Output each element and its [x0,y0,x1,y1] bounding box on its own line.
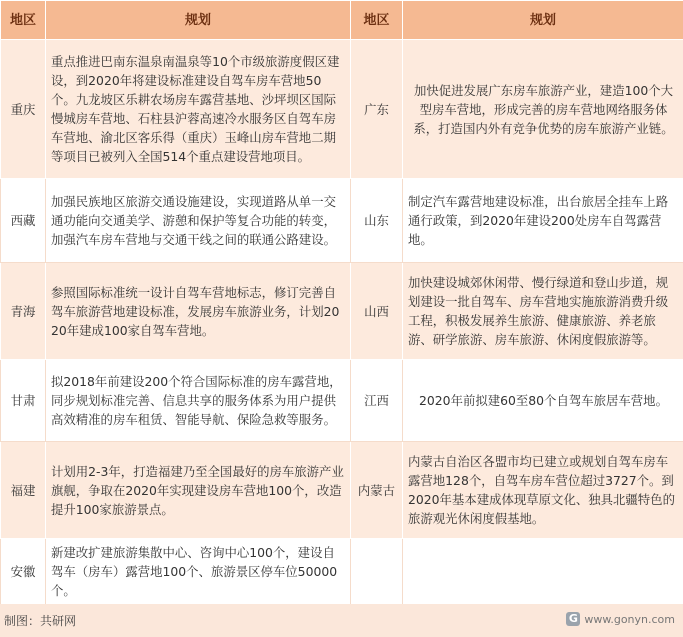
region-cell: 福建 [1,442,46,539]
footer-bar [0,604,683,637]
site-url: www.gonyn.com [584,612,675,626]
plan-cell: 制定汽车露营地建设标准，出台旅居全挂车上路通行政策，到2020年建设200处房车自驾露营地。 [403,179,683,263]
source-credit: 制图：共研网 [4,614,77,628]
header-plan-left: 规划 [46,1,351,40]
region-cell: 内蒙古 [351,442,403,539]
region-cell: 青海 [1,263,46,360]
region-cell: 山西 [351,263,403,360]
plan-cell: 重点推进巴南东温泉南温泉等10个市级旅游度假区建设，到2020年将建设标准建设自驾车房车营地50个。九龙坡区乐耕农场房车露营基地、沙坪坝区国际慢城房车营地、石柱县沪蓉高速冷水服务区自驾车房车营地、渝北区客乐得（重庆）玉峰山房车营地二期等项目已被列入全国514个重点建设营地项目。 [46,40,351,179]
region-cell [351,539,403,605]
table-row [1,179,683,263]
plan-cell: 新建改扩建旅游集散中心、咨询中心100个，建设自驾车（房车）露营地100个、旅游景区停车位50000个。 [46,539,351,605]
plan-cell: 加快促进发展广东房车旅游产业，建造100个大型房车营地，形成完善的房车营地网络服务体系，打造国内外有竞争优势的房车旅游产业链。 [403,40,683,179]
table-header-row [1,1,683,40]
region-cell: 江西 [351,360,403,442]
header-plan-right: 规划 [403,1,683,40]
plan-cell: 加快建设城郊休闲带、慢行绿道和登山步道，规划建设一批自驾车、房车营地实施旅游消费升级工程，积极发展养生旅游、健康旅游、养老旅游、研学旅游、房车旅游、休闲度假旅游等。 [403,263,683,360]
table-row [1,360,683,442]
plan-cell: 参照国际标准统一设计自驾车营地标志，修订完善自驾车旅游营地建设标准，发展房车旅游业务，计划2020年建成100家自驾车营地。 [46,263,351,360]
table-row [1,40,683,179]
table-row [1,442,683,539]
plan-cell: 计划用2-3年，打造福建乃至全国最好的房车旅游产业旗舰，争取在2020年实现建设房车营地100个，改造提升100家旅游景点。 [46,442,351,539]
gonyn-logo-icon: G [566,612,580,626]
region-cell: 山东 [351,179,403,263]
table-row [1,263,683,360]
plan-cell: 拟2018年前建设200个符合国际标准的房车露营地，同步规划标准完善、信息共享的服务体系为用户提供高效精准的房车租赁、智能导航、保险急救等服务。 [46,360,351,442]
region-cell: 广东 [351,40,403,179]
plan-cell: 2020年前拟建60至80个自驾车旅居车营地。 [403,360,683,442]
region-cell: 重庆 [1,40,46,179]
header-region-left: 地区 [1,1,46,40]
brand-watermark [566,612,675,626]
plan-cell: 加强民族地区旅游交通设施建设，实现道路从单一交通功能向交通美学、游憩和保护等复合功能的转变，加强汽车房车营地与交通干线之间的联通公路建设。 [46,179,351,263]
region-cell: 甘肃 [1,360,46,442]
header-region-right: 地区 [351,1,403,40]
plan-cell [403,539,683,605]
table-row [1,539,683,605]
region-cell: 安徽 [1,539,46,605]
plan-cell: 内蒙古自治区各盟市均已建立或规划自驾车房车露营地128个，自驾车房车营位超过3727个。到2020年基本建成体现草原文化、独具北疆特色的旅游观光休闲度假基地。 [403,442,683,539]
region-cell: 西藏 [1,179,46,263]
